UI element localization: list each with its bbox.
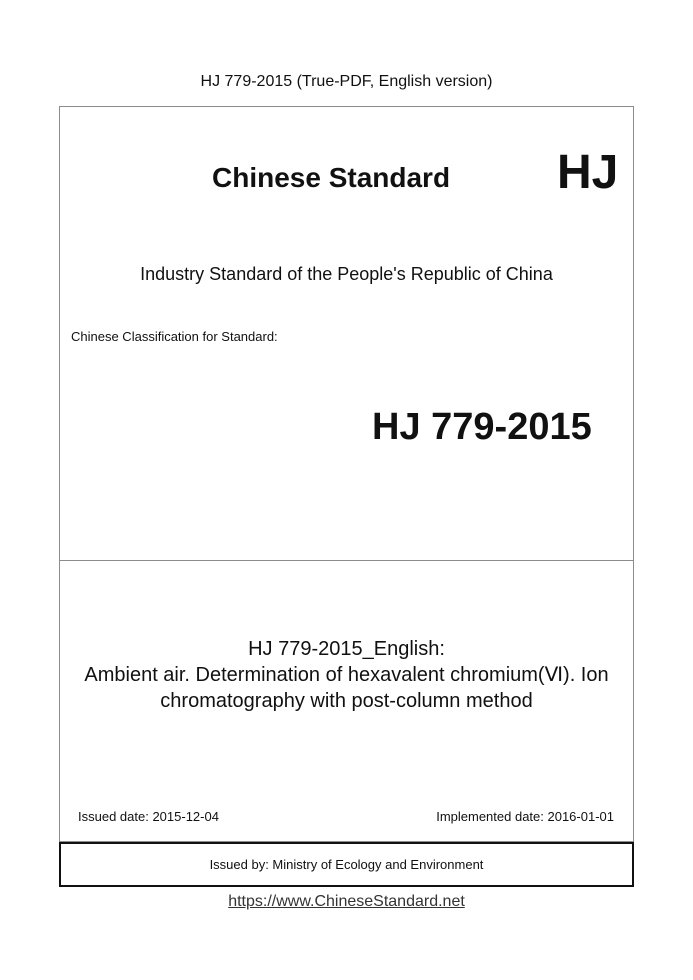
page-caption: HJ 779-2015 (True-PDF, English version) — [200, 73, 493, 90]
standard-number: HJ 779-2015 — [372, 406, 592, 448]
implemented-date: Implemented date: 2016-01-01 — [436, 809, 614, 824]
issued-date: Issued date: 2015-12-04 — [78, 809, 219, 824]
issuer-box — [59, 842, 634, 887]
title-line-3: chromatography with post-column method — [160, 690, 533, 712]
website-link[interactable]: https://www.ChineseStandard.net — [228, 893, 465, 910]
classification-label: Chinese Classification for Standard: — [71, 329, 278, 344]
industry-line: Industry Standard of the People's Republic of China — [140, 264, 553, 284]
document-title — [59, 636, 634, 714]
title-line-1: HJ 779-2015_English: — [248, 638, 445, 660]
standard-mark: HJ — [557, 146, 619, 199]
issuer-text: Issued by: Ministry of Ecology and Environment — [209, 857, 484, 872]
cover-heading: Chinese Standard — [212, 162, 451, 193]
title-line-2: Ambient air. Determination of hexavalent chromium(Ⅵ). Ion — [84, 664, 609, 686]
